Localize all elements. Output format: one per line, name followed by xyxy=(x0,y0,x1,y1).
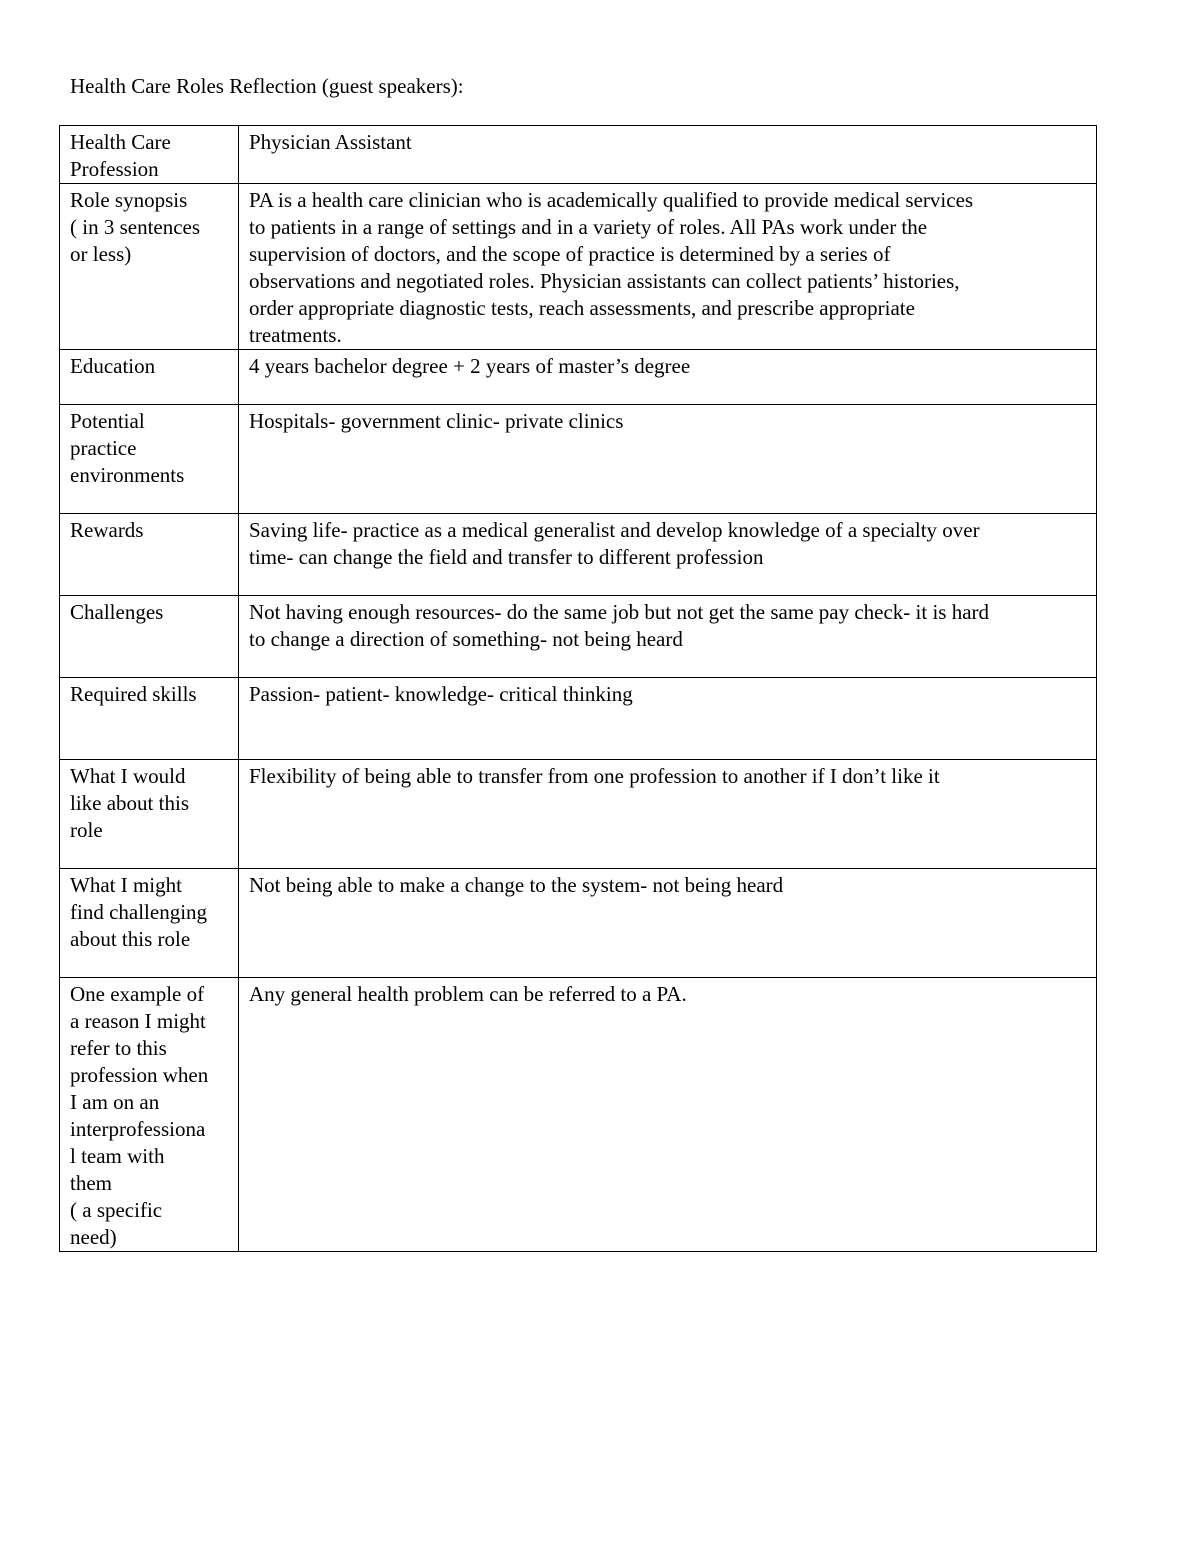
label-text: Challenges xyxy=(70,600,164,624)
value-text: Any general health problem can be referred to a PA. xyxy=(249,982,687,1006)
table-row-referral-example xyxy=(60,978,1097,1252)
table-row-role-synopsis xyxy=(60,184,1097,350)
table-row-practice-environments xyxy=(60,405,1097,514)
table-row-profession xyxy=(60,126,1097,184)
row-label-education xyxy=(60,350,239,405)
label-text: Health Care Profession xyxy=(70,130,171,181)
row-label-referral-example xyxy=(60,978,239,1252)
table-row-might-find-challenging xyxy=(60,869,1097,978)
table-row-rewards xyxy=(60,514,1097,596)
table-row-challenges xyxy=(60,596,1097,678)
label-text: Potential practice environments xyxy=(70,409,185,487)
value-text: Hospitals- government clinic- private clinics xyxy=(249,409,624,433)
table-row-education xyxy=(60,350,1097,405)
table-row-required-skills xyxy=(60,678,1097,760)
row-value-challenges xyxy=(239,596,1097,678)
value-text: Saving life- practice as a medical generalist and develop knowledge of a specialty over time- can change the field and transfer to different profession xyxy=(249,518,980,569)
row-value-profession xyxy=(239,126,1097,184)
page-title: Health Care Roles Reflection (guest speakers): xyxy=(70,74,464,98)
label-text: One example of a reason I might refer to this profession when I am on an interprofessiona l team with them ( a specific need) xyxy=(70,982,209,1249)
row-value-education xyxy=(239,350,1097,405)
row-label-practice-environments xyxy=(60,405,239,514)
row-label-would-like xyxy=(60,760,239,869)
value-text: Physician Assistant xyxy=(249,130,412,154)
row-value-might-find-challenging xyxy=(239,869,1097,978)
value-text: Passion- patient- knowledge- critical thinking xyxy=(249,682,633,706)
row-label-required-skills xyxy=(60,678,239,760)
label-text: Rewards xyxy=(70,518,144,542)
label-text: Role synopsis ( in 3 sentences or less) xyxy=(70,188,201,266)
row-label-challenges xyxy=(60,596,239,678)
value-text: Flexibility of being able to transfer from one profession to another if I don’t like it xyxy=(249,764,940,788)
row-value-referral-example xyxy=(239,978,1097,1252)
row-value-rewards xyxy=(239,514,1097,596)
label-text: What I would like about this role xyxy=(70,764,189,842)
row-label-might-find-challenging xyxy=(60,869,239,978)
row-label-role-synopsis xyxy=(60,184,239,350)
row-value-would-like xyxy=(239,760,1097,869)
label-text: Education xyxy=(70,354,156,378)
row-value-role-synopsis xyxy=(239,184,1097,350)
value-text: Not having enough resources- do the same job but not get the same pay check- it is hard to change a direction of something- not being heard xyxy=(249,600,990,651)
row-label-rewards xyxy=(60,514,239,596)
row-label-profession xyxy=(60,126,239,184)
row-value-required-skills xyxy=(239,678,1097,760)
reflection-table xyxy=(59,125,1097,1252)
row-value-practice-environments xyxy=(239,405,1097,514)
value-text: PA is a health care clinician who is academically qualified to provide medical services to patients in a range of settings and in a variety of roles. All PAs work under the supervision of doctors, and the scope of practice is determined by a series of observations and negotiated roles. Physician assistants can collect patients’ histories, order appropriate diagnostic tests, reach assessments, and prescribe appropriate treatments. xyxy=(249,188,974,347)
label-text: Required skills xyxy=(70,682,197,706)
value-text: Not being able to make a change to the system- not being heard xyxy=(249,873,784,897)
value-text: 4 years bachelor degree + 2 years of master’s degree xyxy=(249,354,691,378)
label-text: What I might find challenging about this role xyxy=(70,873,208,951)
table-row-would-like xyxy=(60,760,1097,869)
